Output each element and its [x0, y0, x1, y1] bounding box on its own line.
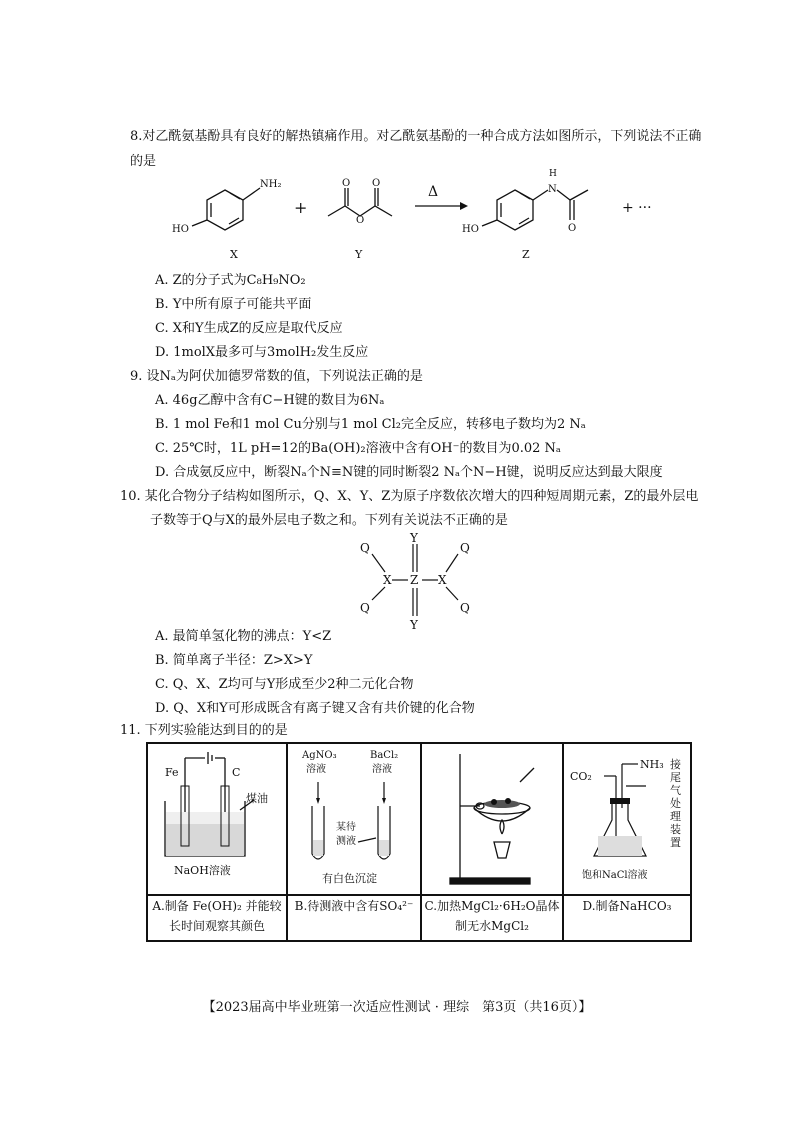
q10-option-b: B. 简单离子半径：Z>X>Y	[155, 653, 313, 668]
svg-text:O: O	[568, 223, 577, 234]
heat-symbol: Δ	[428, 184, 439, 200]
q10-option-d: D. Q、X和Y可形成既含有离子键又含有共价键的化合物	[155, 701, 475, 716]
label-fe: Fe	[165, 766, 179, 779]
label-co2: CO₂	[570, 770, 592, 783]
atom-q-1: Q	[360, 541, 370, 555]
atom-y-1: Y	[410, 532, 418, 545]
molecule-x	[192, 188, 260, 230]
apparatus-b-test-tubes	[288, 746, 420, 892]
q8-reaction-scheme	[170, 168, 710, 268]
svg-text:O: O	[342, 178, 351, 189]
q8-option-b: B. Y中所有原子可能共平面	[155, 297, 312, 312]
q8-option-a: A. Z的分子式为C₈H₉NO₂	[155, 273, 306, 288]
atom-x-2: X	[438, 573, 447, 587]
z-n-label: N	[548, 184, 557, 195]
z-h-label: H	[549, 169, 557, 179]
atom-x-1: X	[383, 573, 392, 587]
caption-b-line1: B.待测液中含有SO₄²⁻	[294, 899, 414, 913]
q8-stem-line1: 8.对乙酰氨基酚具有良好的解热镇痛作用。对乙酰氨基酚的一种合成方法如图所示，下列说法不正确	[130, 129, 702, 144]
label-z: Z	[522, 248, 530, 261]
label-y: Y	[355, 248, 363, 261]
q10-option-c: C. Q、X、Z均可与Y形成至少2种二元化合物	[155, 677, 414, 692]
label-naoh-solution: NaOH溶液	[174, 864, 231, 877]
atom-y-2: Y	[410, 618, 418, 632]
label-sample-1: 某待	[336, 822, 356, 833]
atom-z: Z	[410, 573, 419, 587]
q10-stem-line2: 子数等于Q与X的最外层电子数之和。下列有关说法不正确的是	[150, 513, 508, 528]
atom-q-3: Q	[460, 541, 470, 555]
caption-c-line2: 制无水MgCl₂	[455, 919, 529, 933]
apparatus-a-electrolysis	[150, 746, 284, 892]
plus-sign: +	[294, 198, 308, 217]
apparatus-c-heating	[422, 746, 562, 892]
label-bacl2: BaCl₂	[370, 750, 399, 761]
label-x: X	[230, 248, 238, 261]
label-kerosene: 煤油	[246, 792, 268, 805]
q9-option-a: A. 46g乙醇中含有C−H键的数目为6Nₐ	[155, 393, 385, 408]
atom-q-4: Q	[460, 601, 470, 615]
caption-c	[422, 896, 562, 936]
molecule-y	[328, 188, 392, 216]
q9-option-b: B. 1 mol Fe和1 mol Cu分别与1 mol Cl₂完全反应，转移电子数均为2 Nₐ	[155, 417, 586, 432]
caption-a-line1: A.制备 Fe(OH)₂ 并能较	[152, 899, 282, 913]
x-ho-label: HO	[172, 224, 189, 235]
label-bacl2-solution: 溶液	[372, 764, 392, 775]
q8-stem-line2: 的是	[130, 154, 157, 169]
q10-option-a: A. 最简单氢化物的沸点：Y<Z	[155, 629, 332, 644]
q9-option-c: C. 25℃时，1L pH=12的Ba(OH)₂溶液中含有OH⁻的数目为0.02 Nₐ	[155, 441, 561, 456]
label-nh3: NH₃	[640, 758, 664, 771]
label-saturated-nacl: 饱和NaCl溶液	[582, 870, 648, 881]
more-products: + ···	[622, 200, 652, 216]
q10-stem-line1: 10. 某化合物分子结构如图所示，Q、X、Y、Z为原子序数依次增大的四种短周期元素，Z的最外层电	[120, 489, 699, 504]
caption-c-line1: C.加热MgCl₂·6H₂O晶体	[424, 899, 560, 913]
label-c: C	[232, 766, 241, 779]
label-tail-gas-treatment: 接尾气处理装置	[670, 758, 681, 849]
label-agno3: AgNO₃	[302, 750, 337, 761]
label-white-precipitate: 有白色沉淀	[322, 872, 377, 885]
q8-option-c: C. X和Y生成Z的反应是取代反应	[155, 321, 343, 336]
atom-q-2: Q	[360, 601, 370, 615]
caption-b	[288, 896, 420, 916]
z-ho-label: HO	[462, 224, 479, 235]
caption-a-line2: 长时间观察其颜色	[168, 919, 265, 933]
page-footer: 【2023届高中毕业班第一次适应性测试 · 理综 第3页（共16页）】	[202, 1000, 592, 1015]
svg-text:O: O	[356, 215, 365, 226]
q11-stem: 11. 下列实验能达到目的的是	[120, 723, 288, 738]
q9-option-d: D. 合成氨反应中，断裂Nₐ个N≡N键的同时断裂2 Nₐ个N−H键，说明反应达到最大限度	[155, 465, 663, 480]
caption-d	[564, 896, 690, 916]
q10-molecule-diagram	[340, 532, 490, 632]
label-agno3-solution: 溶液	[306, 764, 326, 775]
q9-stem: 9. 设Nₐ为阿伏加德罗常数的值，下列说法正确的是	[130, 369, 423, 384]
x-nh2-label: NH₂	[260, 179, 282, 190]
caption-d-line1: D.制备NaHCO₃	[582, 899, 672, 913]
q8-option-d: D. 1molX最多可与3molH₂发生反应	[155, 345, 369, 360]
caption-a	[148, 896, 286, 936]
svg-text:O: O	[372, 178, 381, 189]
q11-apparatus-table	[146, 742, 692, 942]
label-sample-2: 测液	[336, 836, 356, 847]
